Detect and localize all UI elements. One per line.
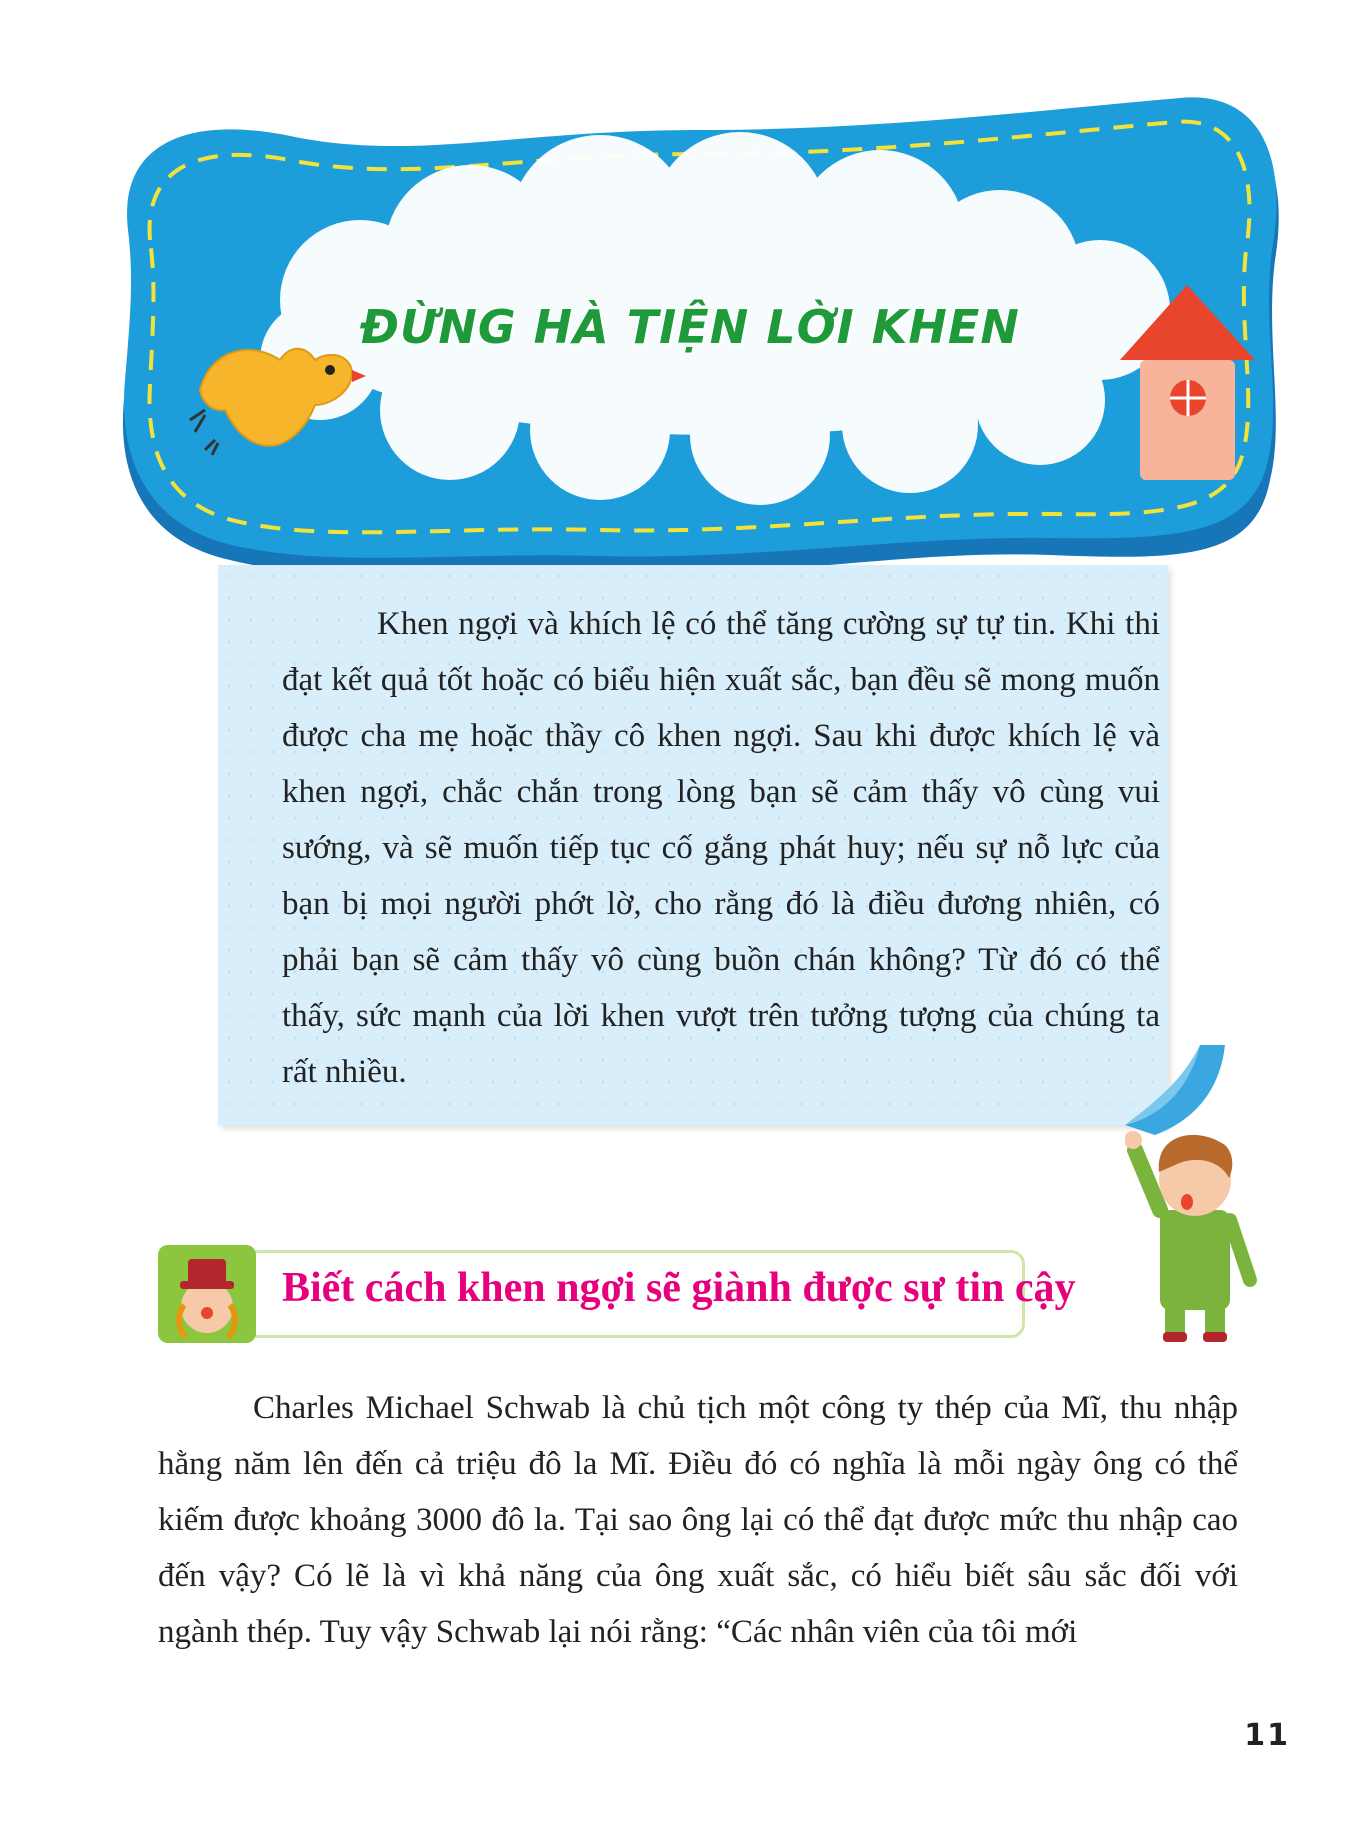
page-number: 11	[1244, 1718, 1290, 1753]
intro-paragraph: Khen ngợi và khích lệ có thể tăng cường sự tự tin. Khi thi đạt kết quả tốt hoặc có biểu hiện xuất sắc, bạn đều sẽ mong muốn được cha mẹ hoặc thầy cô khen ngợi. Sau khi được khích lệ và khen ngợi, chắc chắn trong lòng bạn sẽ cảm thấy vô cùng vui sướng, và sẽ muốn tiếp tục cố gắng phát huy; nếu sự nỗ lực của bạn bị mọi người phớt lờ, cho rằng đó là điều đương nhiên, có phải bạn sẽ cảm thấy vô cùng buồn chán không? Từ đó có thể thấy, sức mạnh của lời khen vượt trên tưởng tượng của chúng ta rất nhiều.	[282, 606, 1160, 1090]
clown-icon	[158, 1245, 256, 1343]
boy-illustration	[1125, 1110, 1265, 1350]
section-title: Biết cách khen ngợi sẽ giành được sự tin cậy	[282, 1265, 1076, 1311]
banner-title: ĐỪNG HÀ TIỆN LỜI KHEN	[360, 300, 1020, 354]
body-paragraph: Charles Michael Schwab là chủ tịch một công ty thép của Mĩ, thu nhập hằng năm lên đến cả triệu đô la Mĩ. Điều đó có nghĩa là mỗi ngày ông có thể kiếm được khoảng 3000 đô la. Tại sao ông lại có thể đạt được mức thu nhập cao đến vậy? Có lẽ là vì khả năng của ông xuất sắc, có hiểu biết sâu sắc đối với ngành thép. Tuy vậy Schwab lại nói rằng: “Các nhân viên của tôi mới	[158, 1390, 1238, 1650]
